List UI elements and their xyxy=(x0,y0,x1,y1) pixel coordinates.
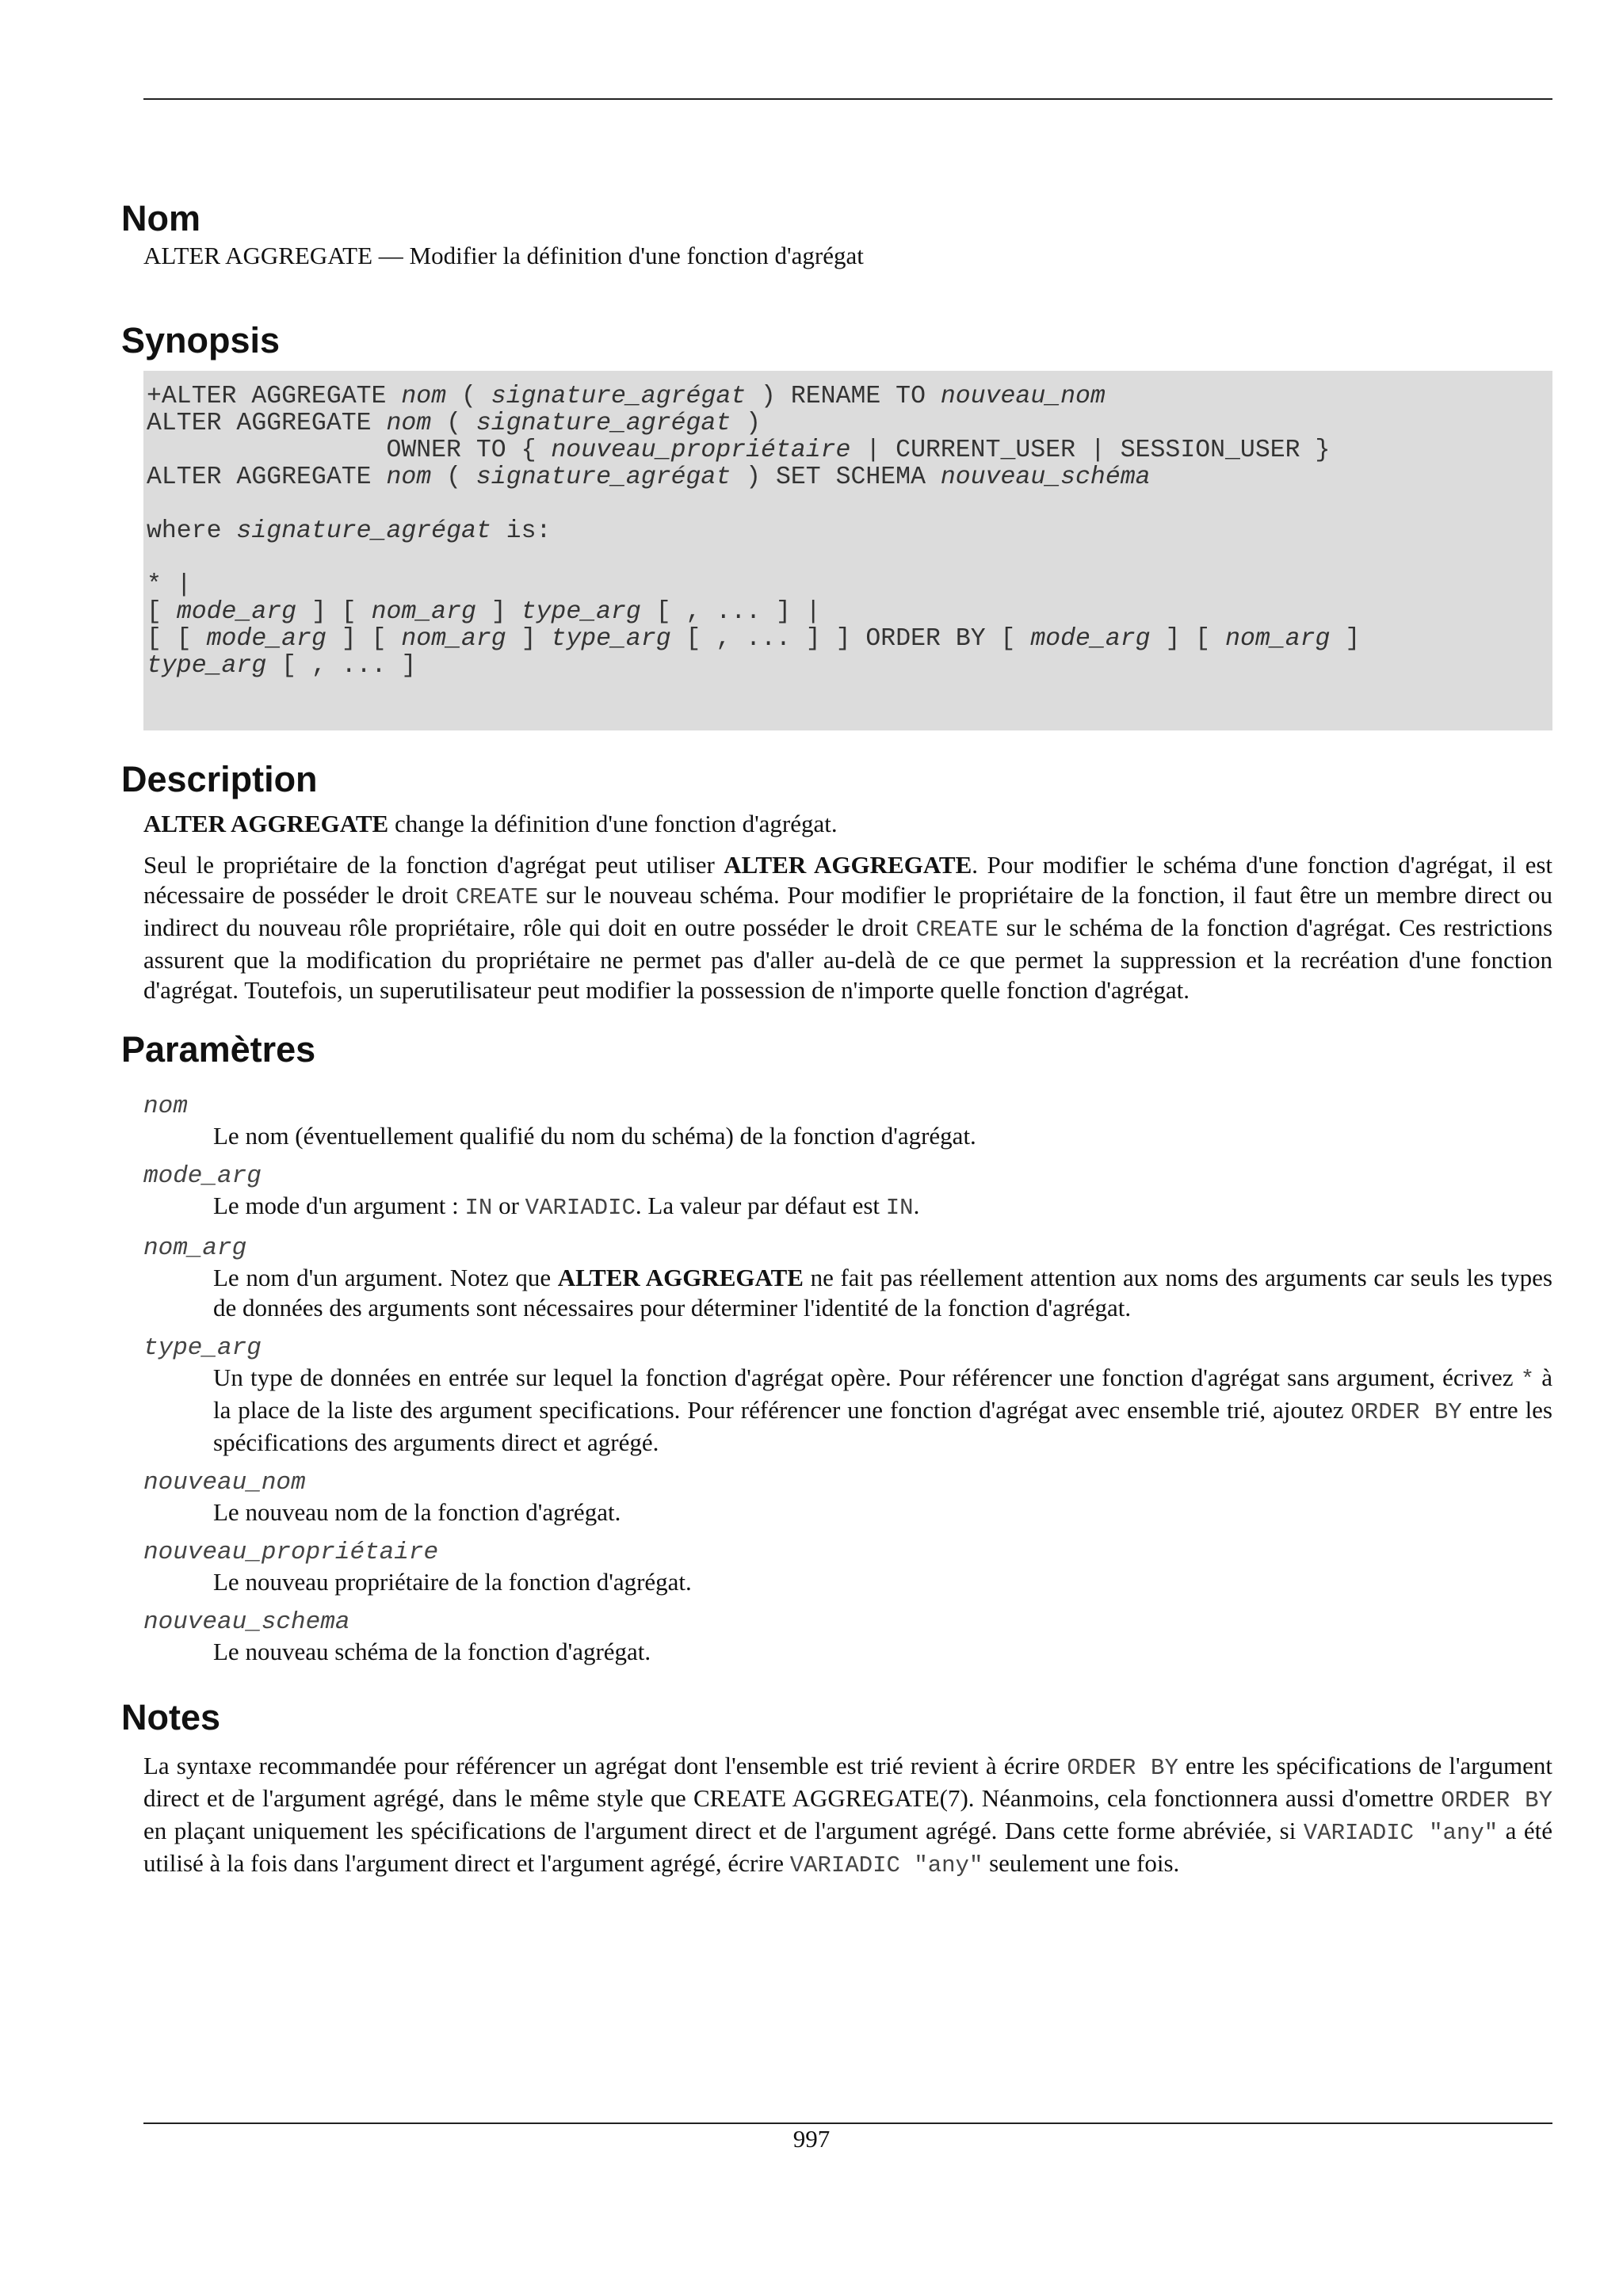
param-definition: Le nom (éventuellement qualifié du nom du schéma) de la fonction d'agrégat. xyxy=(213,1122,976,1150)
inline-code: IN xyxy=(464,1195,493,1221)
param-definition: Le nouveau propriétaire de la fonction d'agrégat. xyxy=(213,1568,692,1596)
inline-code: VARIADIC "any" xyxy=(789,1852,983,1878)
synopsis-line xyxy=(147,491,1552,518)
param-entry-nouveau-schema xyxy=(143,1608,1552,1667)
description-paragraph-2: Seul le propriétaire de la fonction d'agrégat peut utiliser ALTER AGGREGATE. Pour modifier le schéma d'une fonction d'agrégat, il est nécessaire de posséder le droit CREATE sur le nouveau schéma. Pour modifier le propriétaire de la fonction, il faut être un membre direct ou indirect du nouveau rôle propriétaire, rôle qui doit en outre posséder le droit CREATE sur le schéma de la fonction d'agrégat. Ces restrictions assurent que la modification du propriétaire ne permet pas d'aller au-delà de ce que permet la suppression et la recréation d'une fonction d'agrégat. Toutefois, un superutilisateur peut modifier la possession de n'importe quelle fonction d'agrégat. xyxy=(143,851,1553,1005)
param-term: type_arg xyxy=(143,1334,262,1362)
header-rule xyxy=(143,98,1552,100)
inline-code: VARIADIC "any" xyxy=(1303,1819,1499,1846)
section-heading-description: Description xyxy=(121,758,318,799)
section-heading-synopsis: Synopsis xyxy=(121,319,281,360)
page-number: 997 xyxy=(792,2125,831,2153)
synopsis-line: type_arg [ , ... ] xyxy=(147,651,417,680)
synopsis-line xyxy=(147,545,1552,572)
synopsis-code-block xyxy=(143,371,1552,730)
command-name: ALTER AGGREGATE xyxy=(724,851,972,879)
footer-rule xyxy=(143,2122,1552,2124)
synopsis-line: where signature_agrégat is: xyxy=(147,517,552,545)
param-term: nom_arg xyxy=(143,1234,247,1262)
param-entry-nom-arg xyxy=(143,1234,1552,1323)
param-term: nouveau_propriétaire xyxy=(143,1539,439,1566)
param-entry-type-arg xyxy=(143,1334,1552,1458)
notes-paragraph: La syntaxe recommandée pour référencer un agrégat dont l'ensemble est trié revient à écrire ORDER BY entre les spécifications de l'argument direct et de l'argument agrégé, dans le même style que CREATE AGGREGATE(7). Néanmoins, cela fonctionnera aussi d'omettre ORDER BY en plaçant uniquement les spécifications de l'argument direct et de l'argument agrégé. Dans cette forme abréviée, si VARIADIC "any" a été utilisé à la fois dans l'argument direct et l'argument agrégé, écrire VARIADIC "any" seulement une fois. xyxy=(143,1751,1552,1878)
section-heading-parametres: Paramètres xyxy=(121,1029,316,1070)
synopsis-line: OWNER TO { nouveau_propriétaire | CURRENT_USER | SESSION_USER } xyxy=(147,436,1331,464)
param-definition: Le mode d'un argument : IN or VARIADIC. La valeur par défaut est IN. xyxy=(213,1192,920,1221)
param-entry-mode-arg xyxy=(143,1162,1552,1223)
inline-code: VARIADIC xyxy=(525,1195,636,1221)
page-content xyxy=(121,198,1552,1881)
command-name: ALTER AGGREGATE xyxy=(143,810,389,838)
synopsis-line: +ALTER AGGREGATE nom ( signature_agrégat ) RENAME TO nouveau_nom xyxy=(147,382,1106,410)
command-name: ALTER AGGREGATE xyxy=(557,1264,804,1291)
synopsis-line: ALTER AGGREGATE nom ( signature_agrégat ) xyxy=(147,409,762,437)
synopsis-line: [ mode_arg ] [ nom_arg ] type_arg [ , ... ] | xyxy=(147,597,821,626)
inline-code: ORDER BY xyxy=(1067,1754,1178,1781)
param-term: nouveau_schema xyxy=(143,1608,350,1636)
inline-code: ORDER BY xyxy=(1441,1787,1552,1814)
param-term: nouveau_nom xyxy=(143,1469,306,1497)
param-definition: Le nom d'un argument. Notez que ALTER AGGREGATE ne fait pas réellement attention aux noms des arguments car seuls les types de données des arguments sont nécessaires pour déterminer l'identité de la fonction d'agrégat. xyxy=(213,1264,1552,1322)
inline-code: IN xyxy=(885,1195,914,1221)
param-term: nom xyxy=(143,1093,188,1120)
param-entry-nom xyxy=(143,1093,1552,1151)
section-heading-nom: Nom xyxy=(121,198,200,238)
param-definition: Un type de données en entrée sur lequel la fonction d'agrégat opère. Pour référencer une fonction d'agrégat sans argument, écrivez * à la place de la liste des argument specifications. Pour référencer une fonction d'agrégat avec ensemble trié, ajoutez ORDER BY entre les spécifications des arguments direct et agrégé. xyxy=(213,1363,1552,1456)
param-definition: Le nouveau nom de la fonction d'agrégat. xyxy=(213,1498,621,1526)
nom-text: ALTER AGGREGATE — Modifier la définition d'une fonction d'agrégat xyxy=(143,241,864,269)
param-entry-nouveau-nom xyxy=(143,1469,1552,1527)
inline-code: * xyxy=(1520,1367,1535,1393)
param-entry-nouveau-proprietaire xyxy=(143,1539,1552,1597)
description-paragraph-1: ALTER AGGREGATE change la définition d'une fonction d'agrégat. xyxy=(143,810,838,838)
inline-code: CREATE xyxy=(915,917,999,944)
section-heading-notes: Notes xyxy=(121,1697,221,1737)
inline-code: CREATE xyxy=(455,884,539,911)
param-definition: Le nouveau schéma de la fonction d'agrégat. xyxy=(213,1638,651,1665)
param-term: mode_arg xyxy=(143,1162,262,1190)
synopsis-line: * | xyxy=(147,570,192,599)
synopsis-line: ALTER AGGREGATE nom ( signature_agrégat ) SET SCHEMA nouveau_schéma xyxy=(147,463,1151,491)
synopsis-line: [ [ mode_arg ] [ nom_arg ] type_arg [ , ... ] ] ORDER BY [ mode_arg ] [ nom_arg ] xyxy=(147,624,1361,653)
inline-code: ORDER BY xyxy=(1350,1399,1462,1425)
